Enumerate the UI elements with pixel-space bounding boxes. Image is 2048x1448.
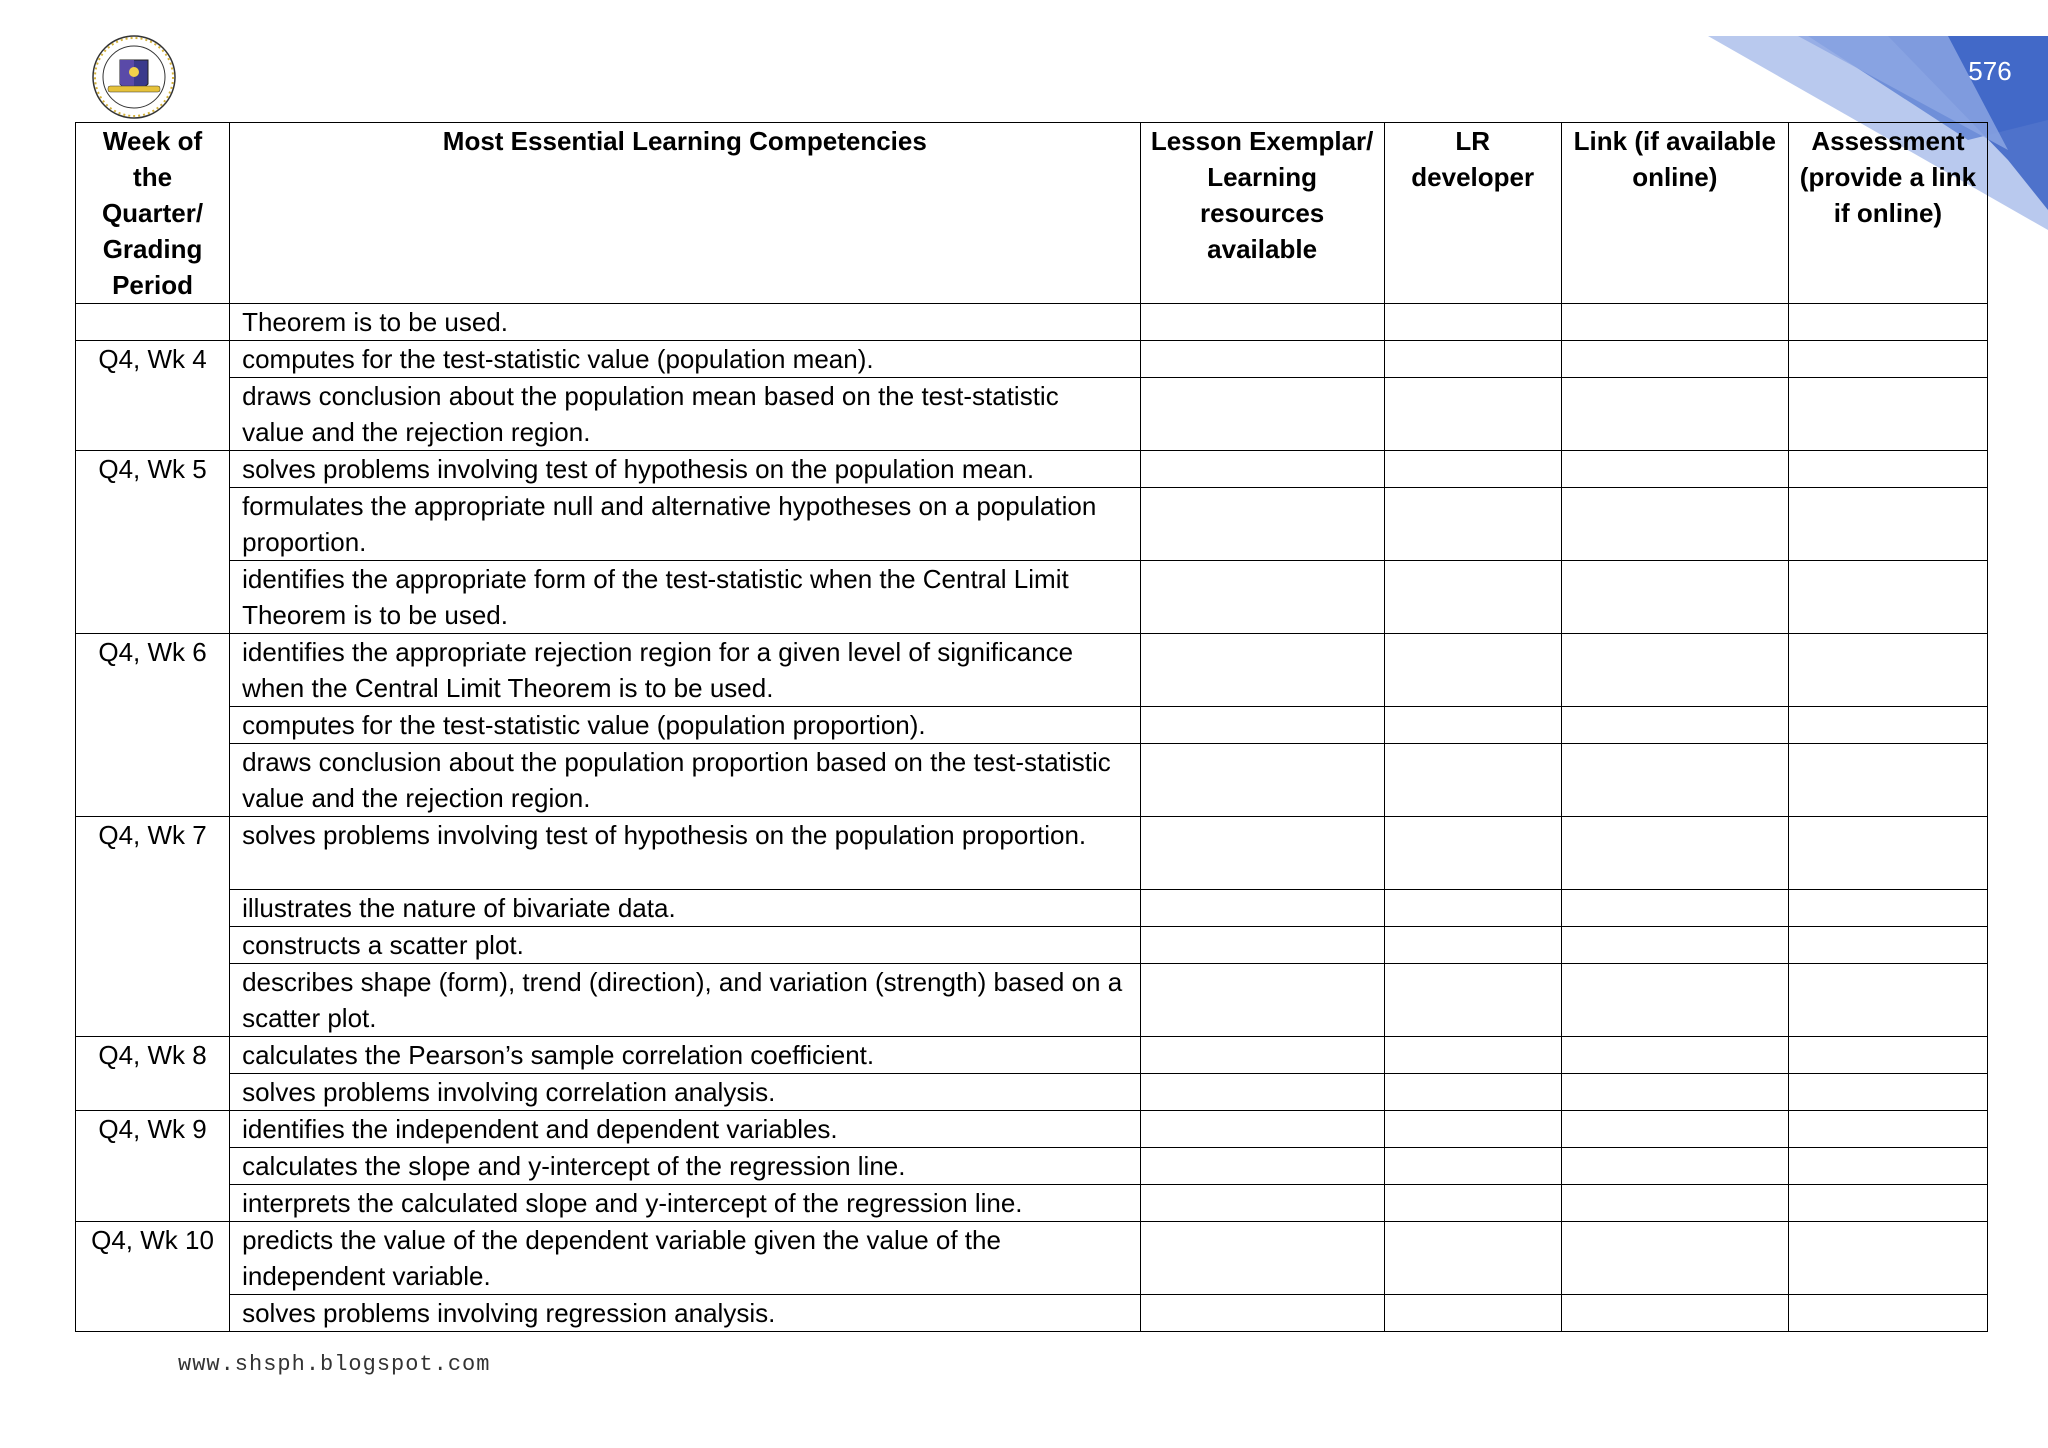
competency-cell: draws conclusion about the population proportion based on the test-statistic value and the rejection region. bbox=[230, 744, 1140, 817]
empty-cell bbox=[1384, 890, 1561, 927]
table-row bbox=[76, 1074, 1988, 1111]
table-row bbox=[76, 707, 1988, 744]
empty-cell bbox=[1140, 890, 1384, 927]
empty-cell bbox=[1140, 341, 1384, 378]
table-row bbox=[76, 488, 1988, 561]
empty-cell bbox=[1140, 1295, 1384, 1332]
empty-cell bbox=[1384, 817, 1561, 890]
empty-cell bbox=[1788, 451, 1987, 488]
empty-cell bbox=[1788, 890, 1987, 927]
week-cell: Q4, Wk 8 bbox=[76, 1037, 230, 1111]
competency-cell: solves problems involving test of hypothesis on the population proportion. bbox=[230, 817, 1140, 890]
table-row bbox=[76, 1222, 1988, 1295]
table-row bbox=[76, 964, 1988, 1037]
table-row bbox=[76, 304, 1988, 341]
week-cell: Q4, Wk 10 bbox=[76, 1222, 230, 1332]
empty-cell bbox=[1788, 1111, 1987, 1148]
empty-cell bbox=[1140, 1148, 1384, 1185]
empty-cell bbox=[1384, 1148, 1561, 1185]
empty-cell bbox=[1788, 744, 1987, 817]
competency-cell: computes for the test-statistic value (population proportion). bbox=[230, 707, 1140, 744]
header-competencies: Most Essential Learning Competencies bbox=[230, 123, 1140, 304]
empty-cell bbox=[1561, 927, 1788, 964]
empty-cell bbox=[1384, 1222, 1561, 1295]
week-cell: Q4, Wk 9 bbox=[76, 1111, 230, 1222]
week-cell: Q4, Wk 5 bbox=[76, 451, 230, 634]
empty-cell bbox=[1384, 304, 1561, 341]
empty-cell bbox=[1561, 634, 1788, 707]
empty-cell bbox=[1561, 964, 1788, 1037]
header-lesson-exemplar: Lesson Exemplar/ Learning resources available bbox=[1140, 123, 1384, 304]
competency-cell: illustrates the nature of bivariate data. bbox=[230, 890, 1140, 927]
page-number: 576 bbox=[1968, 56, 2012, 86]
table-header-row bbox=[76, 123, 1988, 304]
competency-cell: identifies the appropriate form of the test-statistic when the Central Limit Theorem is to be used. bbox=[230, 561, 1140, 634]
empty-cell bbox=[1384, 1111, 1561, 1148]
empty-cell bbox=[1140, 744, 1384, 817]
empty-cell bbox=[1561, 561, 1788, 634]
header-assessment: Assessment (provide a link if online) bbox=[1788, 123, 1987, 304]
empty-cell bbox=[1140, 817, 1384, 890]
empty-cell bbox=[1384, 488, 1561, 561]
empty-cell bbox=[1561, 378, 1788, 451]
table-row bbox=[76, 817, 1988, 890]
empty-cell bbox=[1384, 1037, 1561, 1074]
empty-cell bbox=[1788, 304, 1987, 341]
header-lr-developer: LR developer bbox=[1384, 123, 1561, 304]
empty-cell bbox=[1384, 707, 1561, 744]
empty-cell bbox=[1140, 1074, 1384, 1111]
competency-cell: identifies the appropriate rejection region for a given level of significance when the Central Limit Theorem is to be used. bbox=[230, 634, 1140, 707]
competency-cell: calculates the slope and y-intercept of the regression line. bbox=[230, 1148, 1140, 1185]
empty-cell bbox=[1788, 964, 1987, 1037]
competency-cell: formulates the appropriate null and alternative hypotheses on a population proportion. bbox=[230, 488, 1140, 561]
empty-cell bbox=[1140, 1037, 1384, 1074]
empty-cell bbox=[1788, 1295, 1987, 1332]
empty-cell bbox=[1384, 561, 1561, 634]
empty-cell bbox=[1788, 341, 1987, 378]
empty-cell bbox=[1140, 707, 1384, 744]
table-row bbox=[76, 1148, 1988, 1185]
empty-cell bbox=[1788, 1185, 1987, 1222]
empty-cell bbox=[1561, 488, 1788, 561]
empty-cell bbox=[1384, 927, 1561, 964]
header-week: Week of the Quarter/ Grading Period bbox=[76, 123, 230, 304]
empty-cell bbox=[1561, 1295, 1788, 1332]
empty-cell bbox=[1561, 707, 1788, 744]
week-cell: Q4, Wk 7 bbox=[76, 817, 230, 1037]
table-row bbox=[76, 927, 1988, 964]
empty-cell bbox=[1140, 378, 1384, 451]
deped-seal-logo bbox=[86, 34, 182, 120]
empty-cell bbox=[1140, 488, 1384, 561]
competency-cell: interprets the calculated slope and y-intercept of the regression line. bbox=[230, 1185, 1140, 1222]
table-row bbox=[76, 890, 1988, 927]
empty-cell bbox=[1140, 1111, 1384, 1148]
empty-cell bbox=[1140, 451, 1384, 488]
empty-cell bbox=[1140, 304, 1384, 341]
empty-cell bbox=[1788, 634, 1987, 707]
competency-cell: describes shape (form), trend (direction), and variation (strength) based on a scatter plot. bbox=[230, 964, 1140, 1037]
header-link: Link (if available online) bbox=[1561, 123, 1788, 304]
empty-cell bbox=[1561, 817, 1788, 890]
week-cell: Q4, Wk 4 bbox=[76, 341, 230, 451]
empty-cell bbox=[1561, 304, 1788, 341]
empty-cell bbox=[1561, 1037, 1788, 1074]
empty-cell bbox=[1384, 964, 1561, 1037]
empty-cell bbox=[1384, 378, 1561, 451]
empty-cell bbox=[1384, 634, 1561, 707]
table-row bbox=[76, 451, 1988, 488]
competency-cell: solves problems involving regression analysis. bbox=[230, 1295, 1140, 1332]
empty-cell bbox=[1140, 927, 1384, 964]
competency-cell: solves problems involving correlation analysis. bbox=[230, 1074, 1140, 1111]
empty-cell bbox=[1561, 890, 1788, 927]
empty-cell bbox=[1140, 1222, 1384, 1295]
empty-cell bbox=[1384, 1185, 1561, 1222]
week-cell: Q4, Wk 6 bbox=[76, 634, 230, 817]
empty-cell bbox=[1561, 1148, 1788, 1185]
empty-cell bbox=[1561, 341, 1788, 378]
empty-cell bbox=[1788, 488, 1987, 561]
empty-cell bbox=[1788, 378, 1987, 451]
empty-cell bbox=[1788, 1074, 1987, 1111]
table-row bbox=[76, 341, 1988, 378]
empty-cell bbox=[1561, 451, 1788, 488]
empty-cell bbox=[1788, 561, 1987, 634]
empty-cell bbox=[1384, 341, 1561, 378]
competency-cell: constructs a scatter plot. bbox=[230, 927, 1140, 964]
competency-cell: solves problems involving test of hypothesis on the population mean. bbox=[230, 451, 1140, 488]
competency-cell: calculates the Pearson’s sample correlation coefficient. bbox=[230, 1037, 1140, 1074]
empty-cell bbox=[1561, 1074, 1788, 1111]
competency-cell: draws conclusion about the population mean based on the test-statistic value and the rejection region. bbox=[230, 378, 1140, 451]
empty-cell bbox=[1561, 1222, 1788, 1295]
table-row bbox=[76, 378, 1988, 451]
table-row bbox=[76, 634, 1988, 707]
empty-cell bbox=[1140, 964, 1384, 1037]
empty-cell bbox=[1140, 561, 1384, 634]
table-row bbox=[76, 1185, 1988, 1222]
empty-cell bbox=[1140, 634, 1384, 707]
empty-cell bbox=[1384, 451, 1561, 488]
empty-cell bbox=[1384, 1074, 1561, 1111]
melc-table bbox=[75, 122, 1988, 1332]
empty-cell bbox=[1561, 744, 1788, 817]
table-row bbox=[76, 744, 1988, 817]
table-row bbox=[76, 561, 1988, 634]
empty-cell bbox=[1788, 1037, 1987, 1074]
empty-cell bbox=[1788, 1148, 1987, 1185]
table-row bbox=[76, 1295, 1988, 1332]
competency-cell: computes for the test-statistic value (population mean). bbox=[230, 341, 1140, 378]
table-row bbox=[76, 1037, 1988, 1074]
week-cell bbox=[76, 304, 230, 341]
competency-cell: Theorem is to be used. bbox=[230, 304, 1140, 341]
empty-cell bbox=[1384, 744, 1561, 817]
competency-cell: predicts the value of the dependent variable given the value of the independent variable. bbox=[230, 1222, 1140, 1295]
table-row bbox=[76, 1111, 1988, 1148]
empty-cell bbox=[1561, 1185, 1788, 1222]
empty-cell bbox=[1140, 1185, 1384, 1222]
empty-cell bbox=[1788, 707, 1987, 744]
empty-cell bbox=[1788, 817, 1987, 890]
empty-cell bbox=[1788, 1222, 1987, 1295]
empty-cell bbox=[1384, 1295, 1561, 1332]
footer-url: www.shsph.blogspot.com bbox=[178, 1352, 491, 1377]
competency-cell: identifies the independent and dependent variables. bbox=[230, 1111, 1140, 1148]
empty-cell bbox=[1788, 927, 1987, 964]
empty-cell bbox=[1561, 1111, 1788, 1148]
